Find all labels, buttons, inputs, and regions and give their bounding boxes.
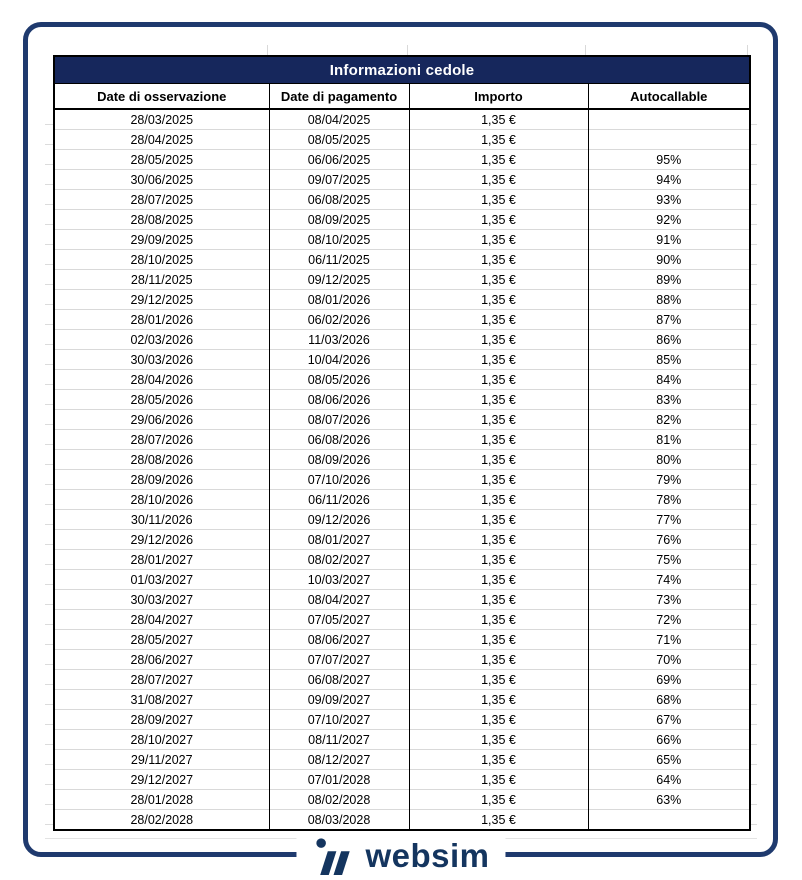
cell-autocallable: 73% <box>588 590 750 610</box>
table-row <box>54 190 750 210</box>
cell-amount: 1,35 € <box>409 310 588 330</box>
cell-payment-date: 08/11/2027 <box>269 730 409 750</box>
cell-payment-date: 06/11/2026 <box>269 490 409 510</box>
cell-payment-date: 07/05/2027 <box>269 610 409 630</box>
cell-observation-date: 30/11/2026 <box>54 510 269 530</box>
cell-autocallable: 77% <box>588 510 750 530</box>
cell-autocallable: 95% <box>588 150 750 170</box>
websim-logo-icon <box>312 836 356 876</box>
table-row <box>54 790 750 810</box>
cell-payment-date: 10/03/2027 <box>269 570 409 590</box>
cell-observation-date: 28/04/2027 <box>54 610 269 630</box>
coupon-table-container <box>53 55 749 831</box>
table-row <box>54 390 750 410</box>
cell-payment-date: 08/06/2026 <box>269 390 409 410</box>
cell-payment-date: 07/01/2028 <box>269 770 409 790</box>
table-row <box>54 610 750 630</box>
cell-observation-date: 28/07/2025 <box>54 190 269 210</box>
table-row <box>54 490 750 510</box>
table-title-row <box>54 56 750 84</box>
cell-observation-date: 30/03/2027 <box>54 590 269 610</box>
cell-autocallable: 76% <box>588 530 750 550</box>
table-row <box>54 410 750 430</box>
table-row <box>54 370 750 390</box>
cell-amount: 1,35 € <box>409 470 588 490</box>
cell-autocallable: 94% <box>588 170 750 190</box>
cell-amount: 1,35 € <box>409 170 588 190</box>
table-row <box>54 450 750 470</box>
cell-amount: 1,35 € <box>409 530 588 550</box>
table-row <box>54 710 750 730</box>
table-row <box>54 530 750 550</box>
cell-payment-date: 06/08/2027 <box>269 670 409 690</box>
table-row <box>54 230 750 250</box>
cell-observation-date: 28/05/2025 <box>54 150 269 170</box>
table-row <box>54 150 750 170</box>
cell-observation-date: 29/06/2026 <box>54 410 269 430</box>
websim-logo <box>296 836 505 876</box>
cell-amount: 1,35 € <box>409 190 588 210</box>
cell-amount: 1,35 € <box>409 230 588 250</box>
cell-autocallable: 81% <box>588 430 750 450</box>
cell-amount: 1,35 € <box>409 450 588 470</box>
table-row <box>54 810 750 831</box>
cell-autocallable: 72% <box>588 610 750 630</box>
table-row <box>54 250 750 270</box>
gridline-stub <box>407 45 408 55</box>
cell-payment-date: 07/07/2027 <box>269 650 409 670</box>
cell-payment-date: 08/10/2025 <box>269 230 409 250</box>
cell-amount: 1,35 € <box>409 630 588 650</box>
column-header-observation-date: Date di osservazione <box>54 84 269 110</box>
cell-autocallable: 66% <box>588 730 750 750</box>
cell-payment-date: 06/06/2025 <box>269 150 409 170</box>
cell-autocallable: 69% <box>588 670 750 690</box>
cell-payment-date: 06/02/2026 <box>269 310 409 330</box>
cell-autocallable: 87% <box>588 310 750 330</box>
cell-payment-date: 06/11/2025 <box>269 250 409 270</box>
table-row <box>54 630 750 650</box>
cell-payment-date: 08/06/2027 <box>269 630 409 650</box>
table-row <box>54 690 750 710</box>
table-row <box>54 590 750 610</box>
cell-autocallable: 89% <box>588 270 750 290</box>
cell-payment-date: 09/12/2025 <box>269 270 409 290</box>
cell-autocallable: 86% <box>588 330 750 350</box>
cell-amount: 1,35 € <box>409 810 588 831</box>
cell-autocallable <box>588 109 750 130</box>
cell-autocallable: 71% <box>588 630 750 650</box>
cell-observation-date: 29/12/2027 <box>54 770 269 790</box>
cell-observation-date: 28/07/2027 <box>54 670 269 690</box>
gridline-stub <box>267 45 268 55</box>
table-row <box>54 570 750 590</box>
cell-amount: 1,35 € <box>409 790 588 810</box>
table-row <box>54 109 750 130</box>
cell-observation-date: 28/02/2028 <box>54 810 269 831</box>
cell-payment-date: 10/04/2026 <box>269 350 409 370</box>
cell-observation-date: 28/09/2027 <box>54 710 269 730</box>
cell-amount: 1,35 € <box>409 350 588 370</box>
table-row <box>54 750 750 770</box>
cell-observation-date: 28/08/2026 <box>54 450 269 470</box>
cell-payment-date: 08/04/2027 <box>269 590 409 610</box>
cell-payment-date: 08/05/2026 <box>269 370 409 390</box>
cell-payment-date: 09/09/2027 <box>269 690 409 710</box>
cell-payment-date: 08/02/2027 <box>269 550 409 570</box>
gridline-stub <box>747 45 748 55</box>
cell-observation-date: 30/03/2026 <box>54 350 269 370</box>
cell-autocallable <box>588 130 750 150</box>
table-row <box>54 470 750 490</box>
table-body <box>54 109 750 830</box>
cell-amount: 1,35 € <box>409 570 588 590</box>
cell-observation-date: 29/11/2027 <box>54 750 269 770</box>
cell-autocallable: 93% <box>588 190 750 210</box>
cell-observation-date: 28/01/2028 <box>54 790 269 810</box>
cell-amount: 1,35 € <box>409 650 588 670</box>
cell-autocallable: 78% <box>588 490 750 510</box>
cell-observation-date: 31/08/2027 <box>54 690 269 710</box>
cell-observation-date: 29/09/2025 <box>54 230 269 250</box>
websim-logo-text: websim <box>365 837 490 874</box>
cell-observation-date: 01/03/2027 <box>54 570 269 590</box>
cell-observation-date: 28/03/2025 <box>54 109 269 130</box>
table-row <box>54 170 750 190</box>
cell-autocallable: 85% <box>588 350 750 370</box>
table-row <box>54 430 750 450</box>
table-row <box>54 330 750 350</box>
table-row <box>54 770 750 790</box>
cell-payment-date: 08/01/2027 <box>269 530 409 550</box>
column-header-autocallable: Autocallable <box>588 84 750 110</box>
cell-autocallable: 74% <box>588 570 750 590</box>
table-row <box>54 550 750 570</box>
cell-payment-date: 08/12/2027 <box>269 750 409 770</box>
cell-observation-date: 02/03/2026 <box>54 330 269 350</box>
cell-amount: 1,35 € <box>409 750 588 770</box>
cell-observation-date: 28/05/2027 <box>54 630 269 650</box>
logo-slash-2 <box>334 851 350 875</box>
cell-amount: 1,35 € <box>409 610 588 630</box>
column-header-amount: Importo <box>409 84 588 110</box>
cell-amount: 1,35 € <box>409 330 588 350</box>
cell-amount: 1,35 € <box>409 270 588 290</box>
cell-autocallable: 64% <box>588 770 750 790</box>
cell-payment-date: 07/10/2026 <box>269 470 409 490</box>
cell-amount: 1,35 € <box>409 510 588 530</box>
cell-observation-date: 28/04/2026 <box>54 370 269 390</box>
cell-payment-date: 06/08/2026 <box>269 430 409 450</box>
gridline-stub-strip-left <box>45 105 53 825</box>
cell-payment-date: 08/09/2025 <box>269 210 409 230</box>
cell-autocallable: 83% <box>588 390 750 410</box>
cell-payment-date: 11/03/2026 <box>269 330 409 350</box>
coupon-table <box>53 55 751 831</box>
cell-amount: 1,35 € <box>409 290 588 310</box>
cell-amount: 1,35 € <box>409 410 588 430</box>
cell-payment-date: 08/05/2025 <box>269 130 409 150</box>
cell-amount: 1,35 € <box>409 490 588 510</box>
cell-payment-date: 08/04/2025 <box>269 109 409 130</box>
cell-amount: 1,35 € <box>409 210 588 230</box>
cell-amount: 1,35 € <box>409 109 588 130</box>
cell-observation-date: 28/01/2027 <box>54 550 269 570</box>
cell-autocallable <box>588 810 750 831</box>
cell-payment-date: 08/02/2028 <box>269 790 409 810</box>
cell-amount: 1,35 € <box>409 250 588 270</box>
cell-observation-date: 28/07/2026 <box>54 430 269 450</box>
cell-amount: 1,35 € <box>409 370 588 390</box>
logo-slash-1 <box>320 851 336 875</box>
cell-autocallable: 67% <box>588 710 750 730</box>
cell-amount: 1,35 € <box>409 770 588 790</box>
cell-amount: 1,35 € <box>409 390 588 410</box>
cell-payment-date: 08/07/2026 <box>269 410 409 430</box>
cell-amount: 1,35 € <box>409 670 588 690</box>
cell-amount: 1,35 € <box>409 430 588 450</box>
cell-amount: 1,35 € <box>409 130 588 150</box>
table-header-row <box>54 84 750 110</box>
cell-autocallable: 79% <box>588 470 750 490</box>
cell-observation-date: 28/01/2026 <box>54 310 269 330</box>
table-row <box>54 350 750 370</box>
logo-dot <box>316 838 326 848</box>
cell-amount: 1,35 € <box>409 690 588 710</box>
cell-autocallable: 70% <box>588 650 750 670</box>
cell-observation-date: 29/12/2025 <box>54 290 269 310</box>
table-row <box>54 650 750 670</box>
cell-amount: 1,35 € <box>409 710 588 730</box>
cell-observation-date: 29/12/2026 <box>54 530 269 550</box>
cell-observation-date: 28/10/2026 <box>54 490 269 510</box>
cell-observation-date: 28/06/2027 <box>54 650 269 670</box>
cell-payment-date: 09/07/2025 <box>269 170 409 190</box>
cell-payment-date: 08/09/2026 <box>269 450 409 470</box>
cell-autocallable: 65% <box>588 750 750 770</box>
cell-observation-date: 28/04/2025 <box>54 130 269 150</box>
cell-autocallable: 92% <box>588 210 750 230</box>
table-title: Informazioni cedole <box>54 56 750 84</box>
cell-amount: 1,35 € <box>409 590 588 610</box>
cell-observation-date: 28/10/2027 <box>54 730 269 750</box>
cell-autocallable: 90% <box>588 250 750 270</box>
cell-payment-date: 06/08/2025 <box>269 190 409 210</box>
table-row <box>54 210 750 230</box>
gridline-stub <box>585 45 586 55</box>
cell-autocallable: 68% <box>588 690 750 710</box>
table-row <box>54 270 750 290</box>
table-row <box>54 310 750 330</box>
table-row <box>54 130 750 150</box>
cell-payment-date: 08/01/2026 <box>269 290 409 310</box>
column-header-payment-date: Date di pagamento <box>269 84 409 110</box>
cell-amount: 1,35 € <box>409 150 588 170</box>
cell-autocallable: 84% <box>588 370 750 390</box>
cell-payment-date: 07/10/2027 <box>269 710 409 730</box>
cell-observation-date: 28/08/2025 <box>54 210 269 230</box>
cell-payment-date: 08/03/2028 <box>269 810 409 831</box>
cell-autocallable: 88% <box>588 290 750 310</box>
table-row <box>54 670 750 690</box>
cell-autocallable: 80% <box>588 450 750 470</box>
cell-autocallable: 82% <box>588 410 750 430</box>
cell-autocallable: 75% <box>588 550 750 570</box>
cell-amount: 1,35 € <box>409 730 588 750</box>
cell-observation-date: 28/05/2026 <box>54 390 269 410</box>
cell-observation-date: 28/09/2026 <box>54 470 269 490</box>
cell-amount: 1,35 € <box>409 550 588 570</box>
cell-observation-date: 28/11/2025 <box>54 270 269 290</box>
cell-autocallable: 91% <box>588 230 750 250</box>
table-row <box>54 730 750 750</box>
cell-payment-date: 09/12/2026 <box>269 510 409 530</box>
table-row <box>54 510 750 530</box>
table-row <box>54 290 750 310</box>
cell-observation-date: 30/06/2025 <box>54 170 269 190</box>
cell-autocallable: 63% <box>588 790 750 810</box>
cell-observation-date: 28/10/2025 <box>54 250 269 270</box>
